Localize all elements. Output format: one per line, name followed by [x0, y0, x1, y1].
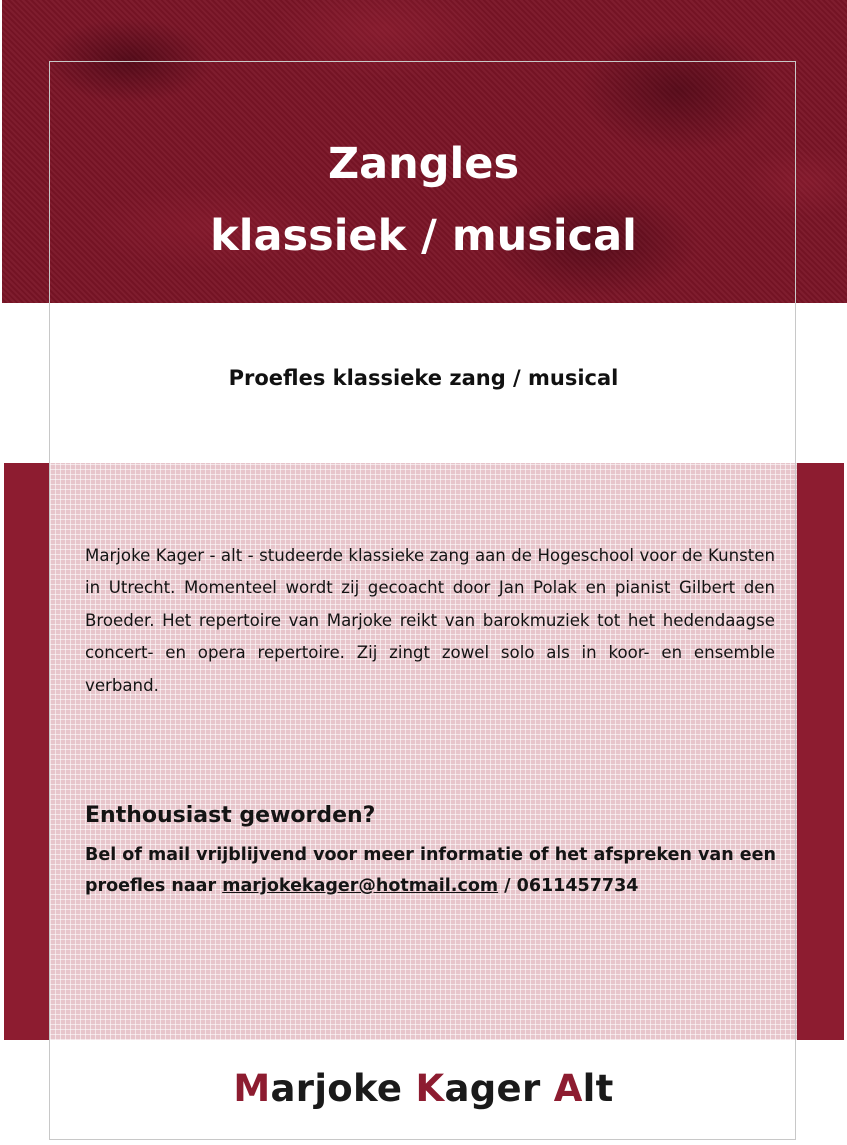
- initial-a: A: [553, 1067, 583, 1110]
- cta-text: [85, 840, 785, 902]
- bio-paragraph: Marjoke Kager - alt - studeerde klassieke zang aan de Hogeschool voor de Kunsten in Utrecht. Momenteel wordt zij gecoacht door Jan Polak en pianist Gilbert den Broeder. Het repertoire van Marjoke reikt van barokmuziek tot het hedendaagse concert- en opera repertoire. Zij zingt zowel solo als in koor- en ensemble verband.: [85, 546, 775, 695]
- cta-separator: /: [498, 876, 517, 896]
- cta-heading: Enthousiast geworden?: [85, 803, 376, 828]
- footer-name: [0, 1067, 847, 1110]
- subtitle: Proefles klassieke zang / musical: [228, 366, 619, 390]
- name-rest-last: ager: [444, 1067, 554, 1110]
- left-accent-bar: [4, 463, 50, 1040]
- name-rest-voice: lt: [582, 1067, 614, 1110]
- title-line-1: Zangles: [327, 139, 520, 189]
- name-rest-first: arjoke: [270, 1067, 416, 1110]
- email-link[interactable]: marjokekager@hotmail.com: [222, 876, 499, 896]
- right-accent-bar: [797, 463, 844, 1040]
- phone-number: 0611457734: [516, 876, 639, 896]
- initial-m: M: [233, 1067, 271, 1110]
- initial-k: K: [415, 1067, 445, 1110]
- title-line-2: klassiek / musical: [210, 211, 637, 261]
- cta-intro: Bel of mail vrijblijvend voor meer informatie of het afspreken van een proefles naar: [85, 845, 776, 896]
